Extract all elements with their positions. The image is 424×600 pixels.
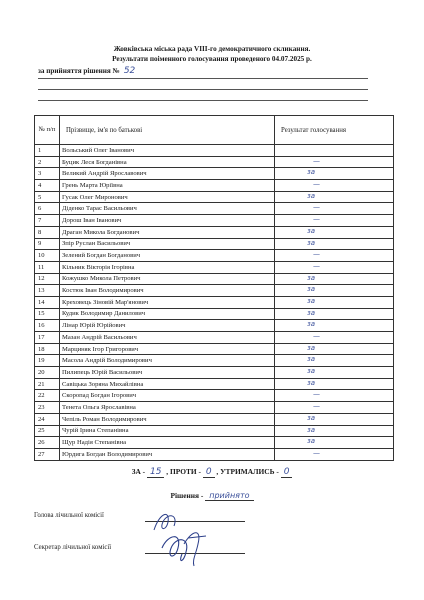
vote-mark: за (307, 378, 316, 387)
document-header (0, 44, 424, 64)
table-row (35, 238, 394, 250)
row-number: 12 (35, 273, 60, 285)
row-number: 25 (35, 425, 60, 437)
member-name: Мазан Андрій Васильович (60, 332, 275, 344)
vote-result (275, 296, 394, 308)
member-name: Марциняк Ігор Григорович (60, 343, 275, 355)
vote-mark: за (307, 308, 316, 317)
table-row (35, 425, 394, 437)
vote-result (275, 413, 394, 425)
row-number: 6 (35, 203, 60, 215)
row-number: 4 (35, 180, 60, 192)
table-row (35, 145, 394, 157)
vote-table (34, 115, 394, 461)
table-row (35, 390, 394, 402)
member-name: Діденко Тарас Васильович (60, 203, 275, 215)
row-number: 2 (35, 156, 60, 168)
member-name: Кожушко Микола Петрович (60, 273, 275, 285)
table-row (35, 285, 394, 297)
table-row (35, 180, 394, 192)
table-row (35, 156, 394, 168)
col-name-header: Прізвище, ім'я по батькові (60, 116, 275, 145)
member-name: Кудик Володимир Данилович (60, 308, 275, 320)
blank-line (38, 89, 368, 90)
decision-result (0, 491, 424, 500)
member-name: Юрдига Богдан Володимирович (60, 448, 275, 460)
row-number: 22 (35, 390, 60, 402)
vote-mark: — (313, 332, 320, 340)
vote-result (275, 390, 394, 402)
decision-label: Рішення - (170, 491, 204, 500)
row-number: 7 (35, 215, 60, 227)
vote-result (275, 168, 394, 180)
member-name: Пилипець Юрій Васильович (60, 367, 275, 379)
member-name: Вольський Олег Іванович (60, 145, 275, 157)
vote-mark: за (307, 285, 316, 294)
vote-mark: за (307, 296, 316, 305)
row-number: 11 (35, 261, 60, 273)
council-name: Жовківська міська рада VIII-го демократичного скликання. (113, 45, 311, 53)
vote-result (275, 250, 394, 262)
vote-mark: за (307, 320, 316, 329)
vote-result (275, 332, 394, 344)
member-name: Савіцька Зоряна Михайлівна (60, 378, 275, 390)
vote-result (275, 355, 394, 367)
vote-mark: — (313, 402, 320, 411)
vote-result (275, 285, 394, 297)
vote-mark: за (307, 367, 316, 376)
member-name: Чепіль Роман Володимирович (60, 413, 275, 425)
vote-result (275, 343, 394, 355)
table-row (35, 448, 394, 460)
vote-mark: — (313, 390, 320, 399)
chair-label: Голова лічильної комісії (34, 512, 104, 519)
row-number: 21 (35, 378, 60, 390)
table-row (35, 355, 394, 367)
vote-mark: за (307, 437, 316, 446)
table-row (35, 168, 394, 180)
subject-prefix: за прийняття рішення № (38, 67, 120, 75)
row-number: 9 (35, 238, 60, 250)
table-row (35, 378, 394, 390)
vote-mark: за (307, 191, 316, 200)
against-label: , ПРОТИ - (166, 467, 201, 476)
row-number: 26 (35, 437, 60, 449)
for-count: 15 (147, 467, 164, 478)
vote-result (275, 273, 394, 285)
row-number: 24 (35, 413, 60, 425)
member-name: Великий Андрій Ярославович (60, 168, 275, 180)
table-row (35, 367, 394, 379)
vote-result (275, 156, 394, 168)
vote-mark: за (307, 355, 316, 364)
member-name: Тенета Ольга Ярославівна (60, 402, 275, 414)
vote-result (275, 191, 394, 203)
table-row (35, 203, 394, 215)
row-number: 14 (35, 296, 60, 308)
vote-result (275, 448, 394, 460)
row-number: 15 (35, 308, 60, 320)
vote-result (275, 226, 394, 238)
vote-result (275, 425, 394, 437)
member-name: Костюк Іван Володимирович (60, 285, 275, 297)
table-row (35, 320, 394, 332)
decision-value: прийнято (205, 491, 253, 501)
col-result-header: Результат голосування (275, 116, 394, 145)
row-number: 23 (35, 402, 60, 414)
row-number: 10 (35, 250, 60, 262)
vote-mark: за (307, 273, 316, 282)
blank-line (38, 100, 368, 101)
against-count: 0 (203, 467, 215, 478)
vote-result (275, 180, 394, 192)
member-name: Зпір Руслан Васильович (60, 238, 275, 250)
row-number: 17 (35, 332, 60, 344)
table-row (35, 215, 394, 227)
row-number: 27 (35, 448, 60, 460)
member-name: Зелений Богдан Богданович (60, 250, 275, 262)
row-number: 16 (35, 320, 60, 332)
table-row (35, 250, 394, 262)
table-row (35, 226, 394, 238)
vote-mark: за (307, 168, 316, 177)
vote-result (275, 367, 394, 379)
abstain-label: , УТРИМАЛИСЬ - (216, 467, 279, 476)
row-number: 19 (35, 355, 60, 367)
vote-mark: — (313, 215, 320, 224)
col-number-header: № п/п (35, 116, 60, 145)
table-row (35, 273, 394, 285)
vote-mark: — (313, 448, 320, 457)
vote-result (275, 378, 394, 390)
vote-mark: — (313, 250, 320, 259)
table-row (35, 308, 394, 320)
row-number: 13 (35, 285, 60, 297)
vote-result (275, 261, 394, 273)
handwritten-signature (148, 508, 218, 568)
member-name: Буцик Леся Богданівна (60, 156, 275, 168)
vote-result (275, 437, 394, 449)
row-number: 8 (35, 226, 60, 238)
table-row (35, 191, 394, 203)
vote-result (275, 320, 394, 332)
vote-result (275, 145, 394, 157)
member-name: Лінар Юрій Юрійович (60, 320, 275, 332)
member-name: Щур Надія Степанівна (60, 437, 275, 449)
row-number: 18 (35, 343, 60, 355)
member-name: Чурій Ірина Степанівна (60, 425, 275, 437)
table-row (35, 402, 394, 414)
vote-result (275, 238, 394, 250)
row-number: 5 (35, 191, 60, 203)
table-row (35, 296, 394, 308)
document-title: Результати поіменного голосування проведеного 04.07.2025 р. (112, 55, 312, 63)
row-number: 3 (35, 168, 60, 180)
vote-mark: за (307, 238, 316, 247)
table-row (35, 437, 394, 449)
member-name: Дорош Іван Іванович (60, 215, 275, 227)
member-name: Грень Марта Юріївна (60, 180, 275, 192)
table-row (35, 261, 394, 273)
vote-mark: за (307, 413, 316, 422)
member-name: Драган Микола Богданович (60, 226, 275, 238)
member-name: Креховець Зіновій Мар'янович (60, 296, 275, 308)
for-label: ЗА - (131, 467, 146, 476)
vote-mark: — (313, 156, 320, 165)
vote-totals (0, 467, 424, 477)
row-number: 20 (35, 367, 60, 379)
vote-mark: за (307, 425, 316, 434)
table-row (35, 343, 394, 355)
row-number: 1 (35, 145, 60, 157)
table-row (35, 332, 394, 344)
vote-result (275, 215, 394, 227)
table-header-row (35, 116, 394, 145)
vote-mark: за (307, 226, 316, 235)
vote-result (275, 402, 394, 414)
member-name: Кільник Вікторія Ігорівна (60, 261, 275, 273)
vote-mark: за (307, 343, 316, 352)
member-name: Масола Андрій Володимирович (60, 355, 275, 367)
abstain-count: 0 (281, 467, 293, 478)
decision-subject (38, 66, 135, 76)
member-name: Скоропад Богдан Ігорович (60, 390, 275, 402)
vote-result (275, 308, 394, 320)
blank-line (38, 78, 368, 79)
table-row (35, 413, 394, 425)
vote-mark: — (313, 180, 320, 189)
member-name: Гусак Олег Миронович (60, 191, 275, 203)
vote-mark: — (313, 261, 320, 270)
secretary-label: Секретар лічильної комісії (34, 544, 112, 551)
decision-number: 52 (123, 66, 136, 76)
vote-result (275, 203, 394, 215)
vote-mark: — (313, 203, 320, 212)
